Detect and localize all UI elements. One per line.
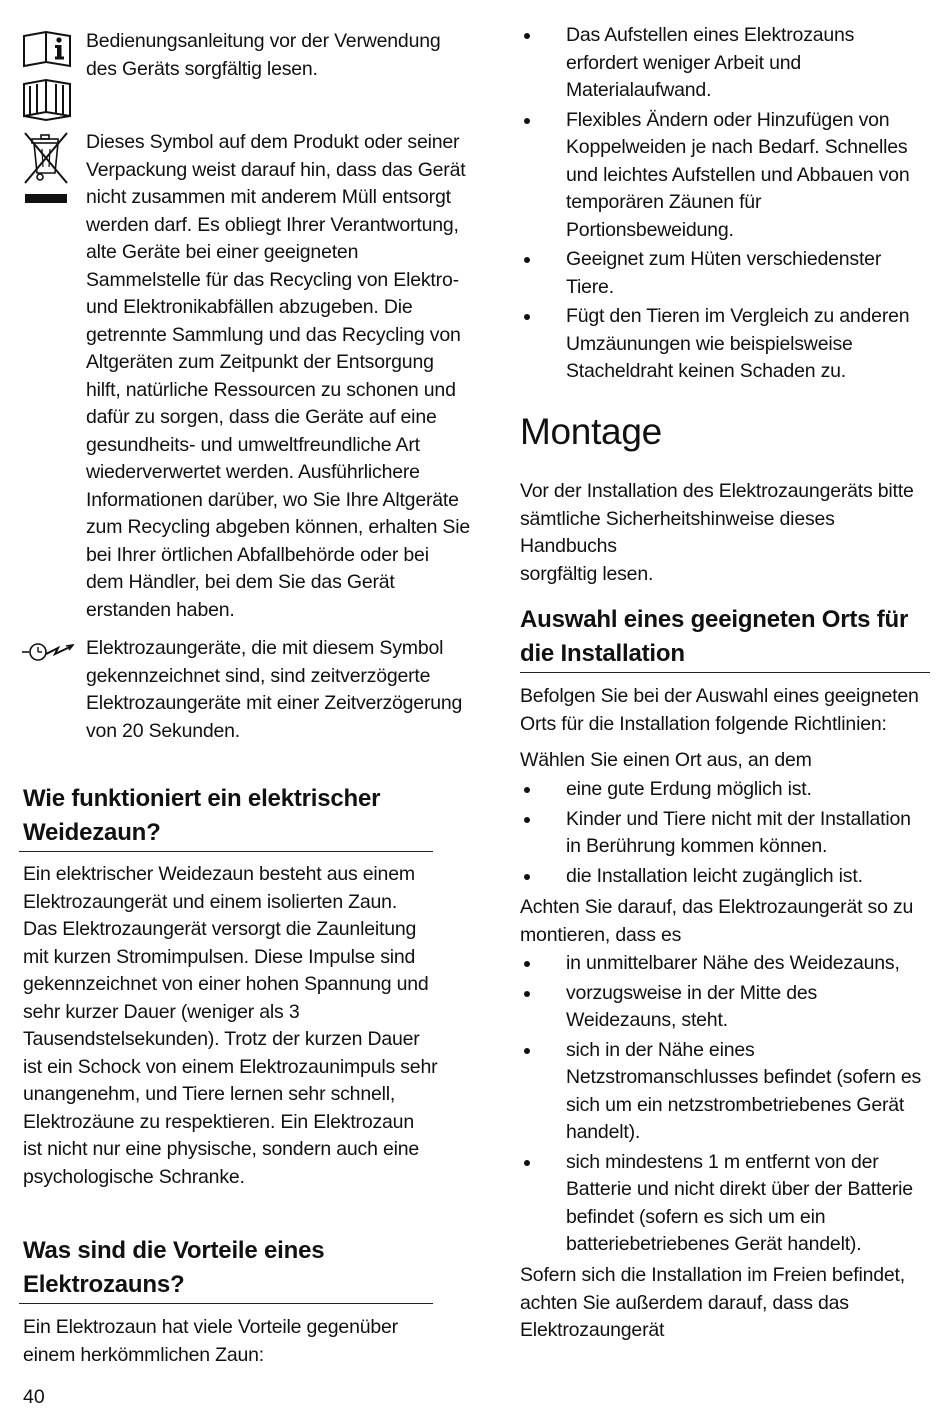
section-heading-location: Auswahl eines geeigneten Orts für die Installation <box>520 606 909 667</box>
time-delay-fence-energizer-icon <box>22 637 74 667</box>
list-item: die Installation leicht zugänglich ist. <box>520 863 932 891</box>
choose-intro: Wählen Sie einen Ort aus, an dem <box>520 749 812 771</box>
choose-list <box>520 776 932 890</box>
symbol-row-manual <box>0 28 556 83</box>
symbol-text: Dieses Symbol auf dem Produkt oder seiner Verpackung weist darauf hin, dass das Gerät nicht zusammen mit anderem Müll entsorgt werden darf. Es obliegt Ihrer Verantwortung, alte Geräte bei einer geeigneten Sammelstelle für das Recycling von Elektro- und Elektronikabfällen abzugeben. Die getrennte Sammlung und das Recycling von Altgeräten zum Zeitpunkt der Entsorgung hilft, natürliche Ressourcen zu schonen und dafür zu sorgen, dass die Geräte auf eine gesundheits- und umweltfreundliche Art wiederverwertet werden. Ausführlichere Informationen darüber, wo Sie Ihre Altgeräte zum Recycling abgeben können, erhalten Sie bei Ihrer örtlichen Abfallbehörde oder bei dem Händler, bei dem Sie das Gerät erstanden haben. <box>86 131 471 621</box>
symbol-row-weee <box>0 129 556 624</box>
list-item: Fügt den Tieren im Vergleich zu anderen Umzäunungen wie beispielsweise Stacheldraht keinen Schaden zu. <box>520 303 932 386</box>
advantages-list <box>520 22 932 386</box>
list-item: Flexibles Ändern oder Hinzufügen von Koppelweiden je nach Bedarf. Schnelles und leichtes Aufstellen und Abbauen von temporären Zäunen für Portionsbeweidung. <box>520 107 932 245</box>
mount-list <box>520 950 932 1259</box>
paragraph: Ein elektrischer Weidezaun besteht aus einem Elektrozaungerät und einem isolierten Zaun. Das Elektrozaungerät versorgt die Zaunleitung mit kurzen Stromimpulsen. Diese Impulse sind gekennzeichnet von einer hohen Spannung und sehr kurzer Dauer (weniger als 3 Tausendstelsekunden). Trotz der kurzen Dauer ist ein Schock von einem Elektrozaunimpuls sehr unangenehm, und Tiere lernen sehr schnell, Elektrozäune zu respektieren. Ein Elektrozaun ist nicht nur eine physische, sondern auch eine psychologische Schranke. <box>23 863 438 1188</box>
mount-intro: Achten Sie darauf, das Elektrozaungerät so zu montieren, dass es <box>520 896 914 946</box>
paragraph: Ein Elektrozaun hat viele Vorteile gegenüber einem herkömmlichen Zaun: <box>23 1316 398 1366</box>
section-heading: Wie funktioniert ein elektrischer Weidezaun? <box>23 785 381 846</box>
outdoor-paragraph: Sofern sich die Installation im Freien befindet, achten Sie außerdem darauf, dass das Elektrozaungerät <box>520 1264 905 1341</box>
list-item: Geeignet zum Hüten verschiedenster Tiere. <box>520 246 932 301</box>
section-how-body <box>23 861 463 1191</box>
list-item: vorzugsweise in der Mitte des Weidezauns, steht. <box>520 980 932 1035</box>
section-heading: Was sind die Vorteile eines Elektrozauns? <box>23 1237 325 1298</box>
section-rule <box>19 851 433 852</box>
section-how <box>23 782 433 850</box>
list-item: in unmittelbarer Nähe des Weidezauns, <box>520 950 932 978</box>
symbol-text: Elektrozaungeräte, die mit diesem Symbol gekennzeichnet sind, sind zeitverzögerte Elektrozaungeräte mit einer Zeitverzögerung von 20 Sekunden. <box>86 637 463 742</box>
section-rule <box>520 672 930 673</box>
crossed-out-wheelie-bin-icon <box>22 131 70 207</box>
read-manual-icon <box>22 30 72 122</box>
list-item: sich mindestens 1 m entfernt von der Batterie und nicht direkt über der Batterie befindet (sofern es sich um ein batteriebetriebenes Gerät handelt). <box>520 1149 932 1259</box>
symbol-text: Bedienungsanleitung vor der Verwendung des Geräts sorgfältig lesen. <box>86 30 441 80</box>
list-item: sich in der Nähe eines Netzstromanschlusses befindet (sofern es sich um ein netzstrombetriebenes Gerät handelt). <box>520 1037 932 1147</box>
location-intro: Befolgen Sie bei der Auswahl eines geeigneten Orts für die Installation folgende Richtlinien: <box>520 685 919 735</box>
list-item: eine gute Erdung möglich ist. <box>520 776 932 804</box>
section-advantages <box>23 1234 433 1302</box>
list-item: Das Aufstellen eines Elektrozauns erfordert weniger Arbeit und Materialaufwand. <box>520 22 932 105</box>
page-number: 40 <box>23 1386 45 1408</box>
symbol-row-time-delay <box>0 635 556 745</box>
page-heading-montage: Montage <box>520 411 662 452</box>
montage-paragraph: Vor der Installation des Elektrozaungeräts bitte sämtliche Sicherheitshinweise dieses Handbuchs sorgfältig lesen. <box>520 480 914 585</box>
section-advantages-intro <box>23 1314 463 1369</box>
list-item: Kinder und Tiere nicht mit der Installation in Berührung kommen können. <box>520 806 932 861</box>
section-rule <box>19 1303 433 1304</box>
